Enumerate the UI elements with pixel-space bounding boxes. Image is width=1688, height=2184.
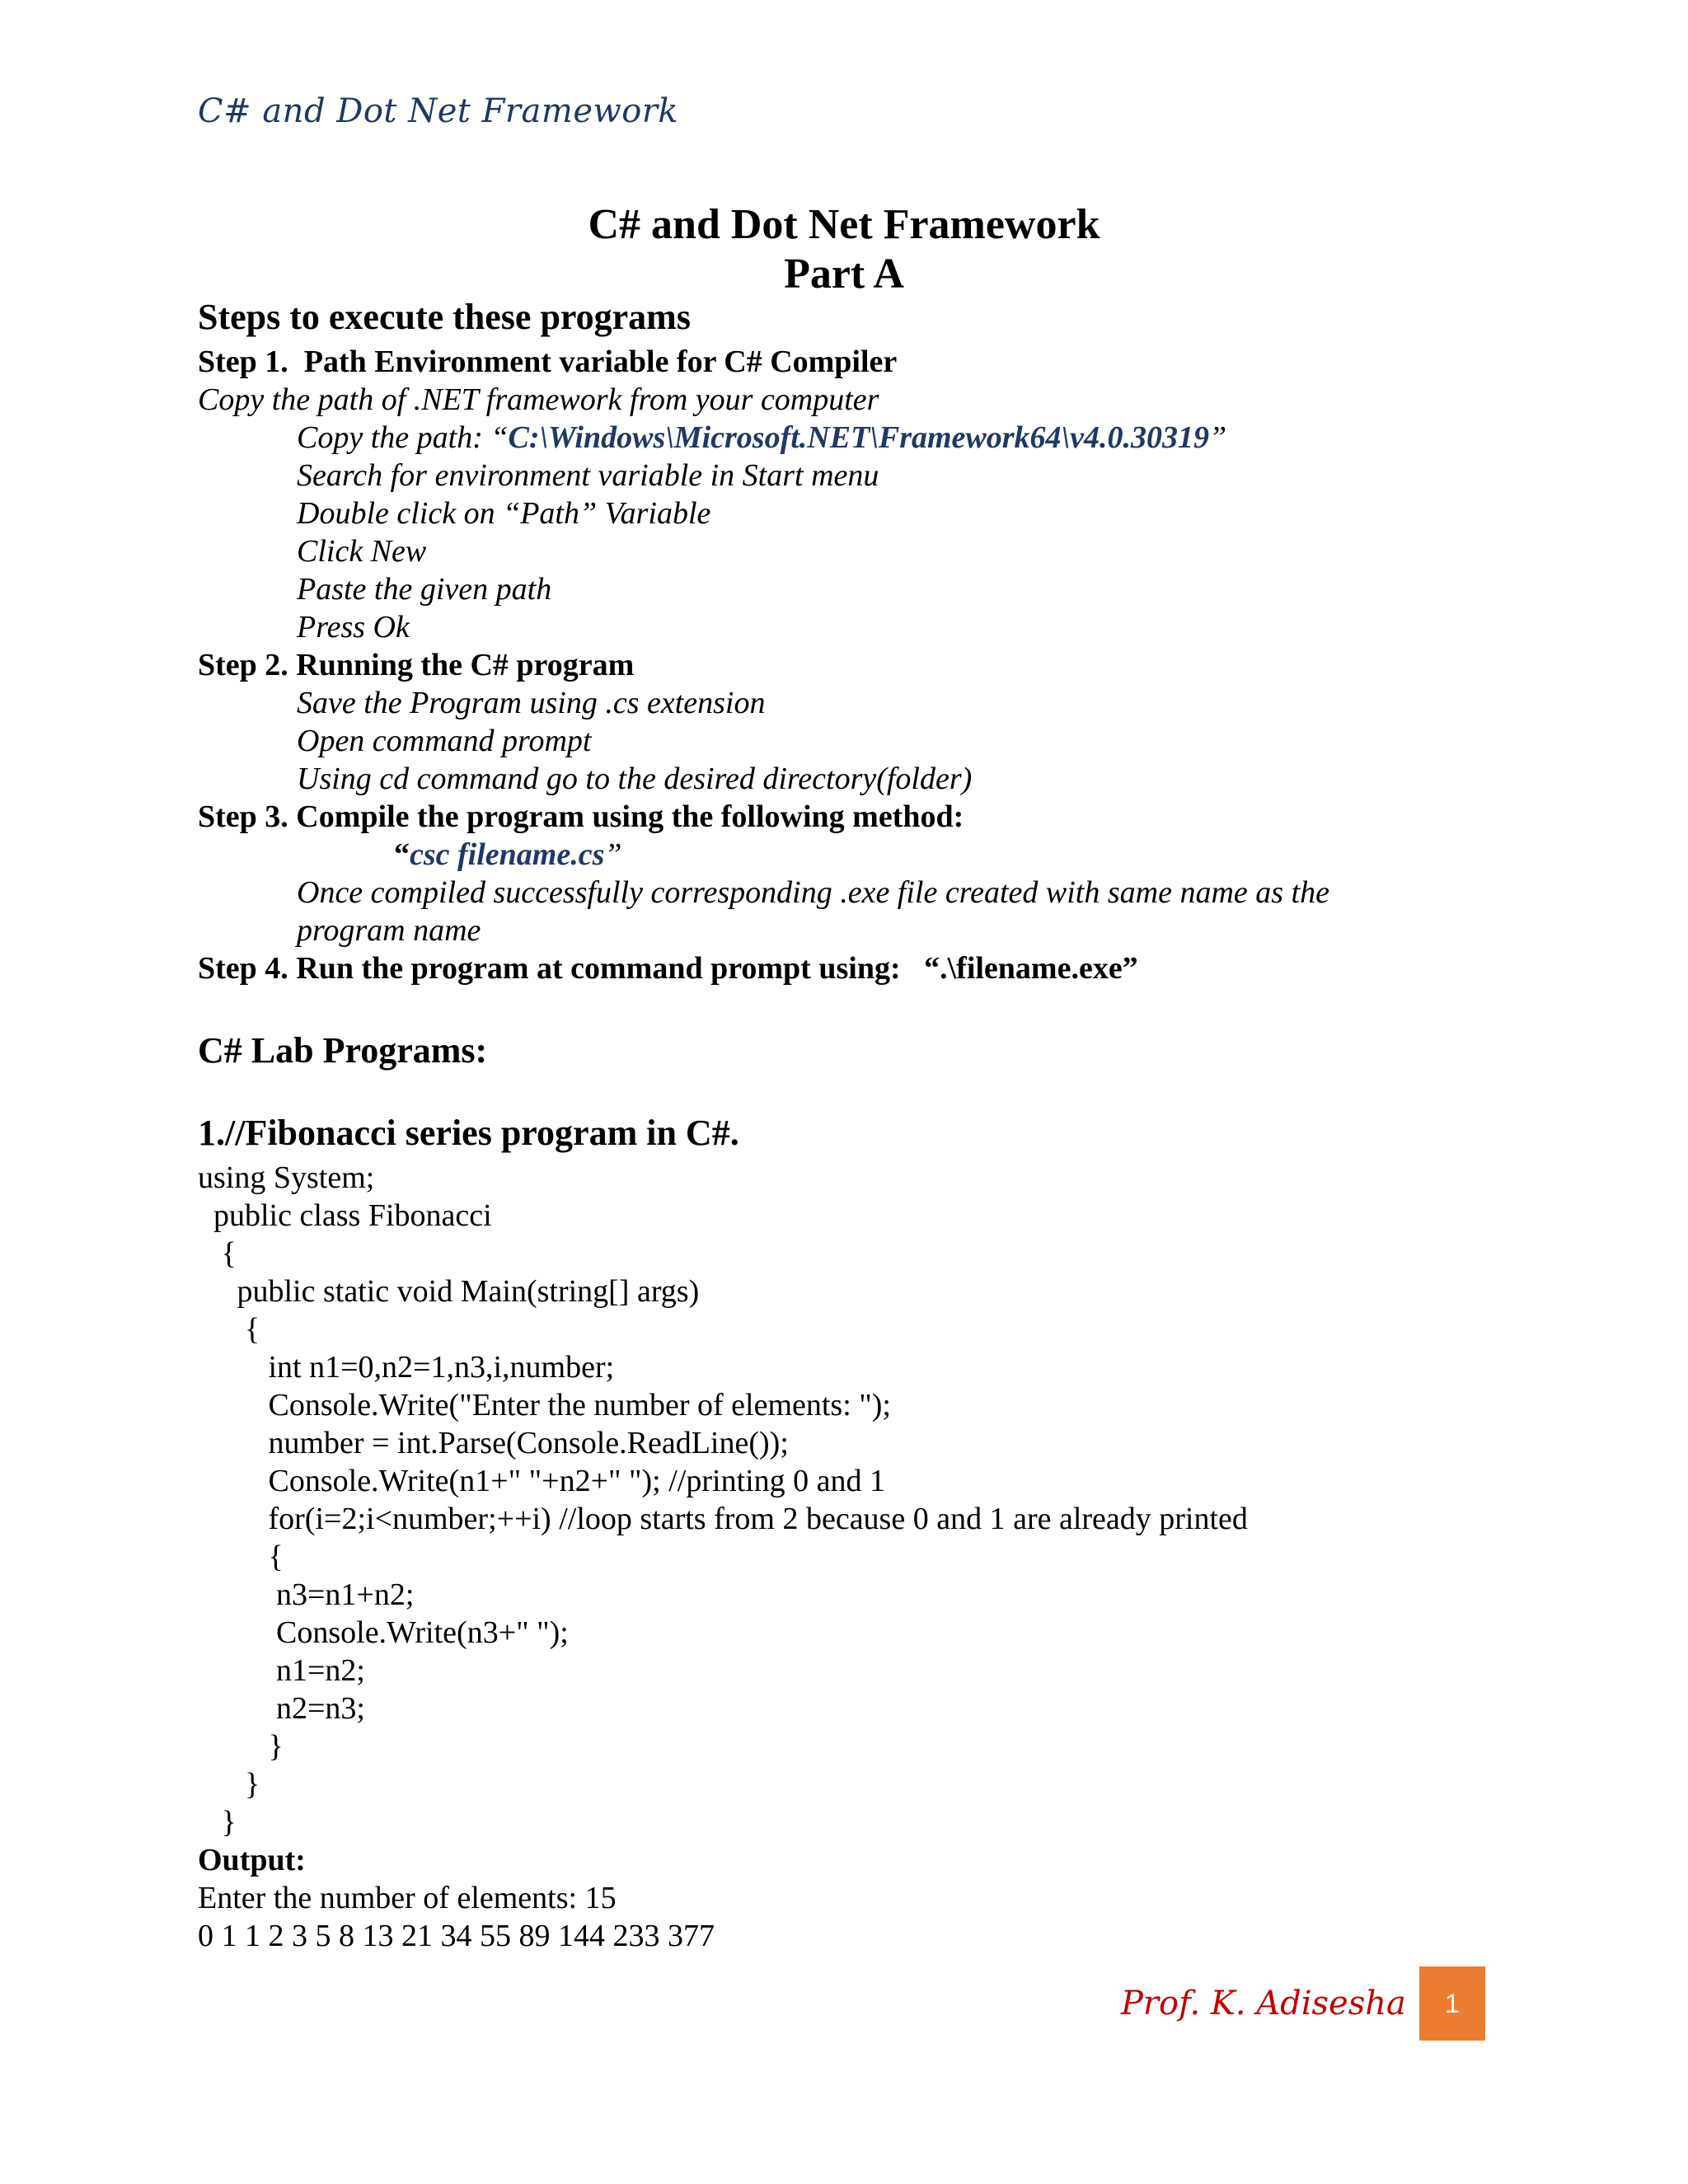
output-line: 0 1 1 2 3 5 8 13 21 34 55 89 144 233 377 bbox=[198, 1919, 715, 1953]
cmd-close-quote: ” bbox=[604, 837, 622, 872]
code-line: n2=n3; bbox=[198, 1691, 365, 1726]
code-line: public static void Main(string[] args) bbox=[198, 1274, 700, 1309]
compile-command-text: csc filename.cs bbox=[410, 837, 605, 872]
code-line: { bbox=[198, 1236, 237, 1271]
program1-title: 1.//Fibonacci series program in C#. bbox=[198, 1113, 739, 1153]
code-line: } bbox=[198, 1729, 284, 1764]
step1-intro: Copy the path of .NET framework from your computer bbox=[198, 382, 879, 417]
code-line: Console.Write(n3+" "); bbox=[198, 1615, 569, 1650]
code-line: using System; bbox=[198, 1160, 375, 1195]
step1-item: Search for environment variable in Start menu bbox=[297, 458, 879, 493]
framework-path: C:\Windows\Microsoft.NET\Framework64\v4.0.30319 bbox=[508, 420, 1209, 455]
step1-copy-path bbox=[297, 419, 1226, 457]
code-line: Console.Write("Enter the number of elements: "); bbox=[198, 1388, 891, 1422]
step1-item: Double click on “Path” Variable bbox=[297, 496, 711, 531]
output-label: Output: bbox=[198, 1843, 306, 1877]
step2-item: Using cd command go to the desired directory(folder) bbox=[297, 762, 973, 796]
cmd-open-quote: “ bbox=[394, 837, 410, 872]
step3-note: program name bbox=[297, 913, 481, 948]
page-number-badge: 1 bbox=[1419, 1966, 1485, 2041]
compile-command bbox=[394, 836, 622, 874]
step3-note: Once compiled successfully corresponding .exe file created with same name as the bbox=[297, 875, 1329, 910]
step2-item: Open command prompt bbox=[297, 724, 592, 758]
code-line: } bbox=[198, 1767, 260, 1802]
running-header: C# and Dot Net Framework bbox=[198, 92, 679, 130]
copy-suffix: ” bbox=[1208, 420, 1227, 455]
code-line: Console.Write(n1+" "+n2+" "); //printing 0 and 1 bbox=[198, 1464, 886, 1498]
step3-label: Step 3. Compile the program using the following method: bbox=[198, 799, 964, 834]
code-line: } bbox=[198, 1805, 237, 1840]
code-line: n3=n1+n2; bbox=[198, 1577, 415, 1612]
code-line: public class Fibonacci bbox=[198, 1198, 492, 1233]
steps-heading: Steps to execute these programs bbox=[198, 297, 691, 337]
step2-label: Step 2. Running the C# program bbox=[198, 648, 635, 682]
step1-label: Step 1. Path Environment variable for C# Compiler bbox=[198, 344, 898, 379]
code-line: { bbox=[198, 1540, 284, 1574]
step1-item: Click New bbox=[297, 534, 427, 569]
document-title: C# and Dot Net Framework bbox=[588, 201, 1100, 248]
code-line: { bbox=[198, 1312, 260, 1347]
code-line: number = int.Parse(Console.ReadLine()); bbox=[198, 1426, 789, 1460]
document-subtitle: Part A bbox=[784, 251, 904, 298]
step1-item: Paste the given path bbox=[297, 572, 552, 607]
copy-prefix: Copy the path: “ bbox=[297, 420, 509, 455]
code-line: int n1=0,n2=1,n3,i,number; bbox=[198, 1350, 615, 1385]
step4-label: Step 4. Run the program at command prompt using: “.\filename.exe” bbox=[198, 951, 1138, 986]
footer-author: Prof. K. Adisesha bbox=[1121, 1985, 1406, 2022]
code-line: n1=n2; bbox=[198, 1653, 365, 1688]
lab-heading: C# Lab Programs: bbox=[198, 1030, 488, 1071]
step2-item: Save the Program using .cs extension bbox=[297, 686, 766, 720]
code-line: for(i=2;i<number;++i) //loop starts from 2 because 0 and 1 are already printed bbox=[198, 1502, 1248, 1536]
output-line: Enter the number of elements: 15 bbox=[198, 1881, 617, 1915]
step1-item: Press Ok bbox=[297, 610, 410, 644]
